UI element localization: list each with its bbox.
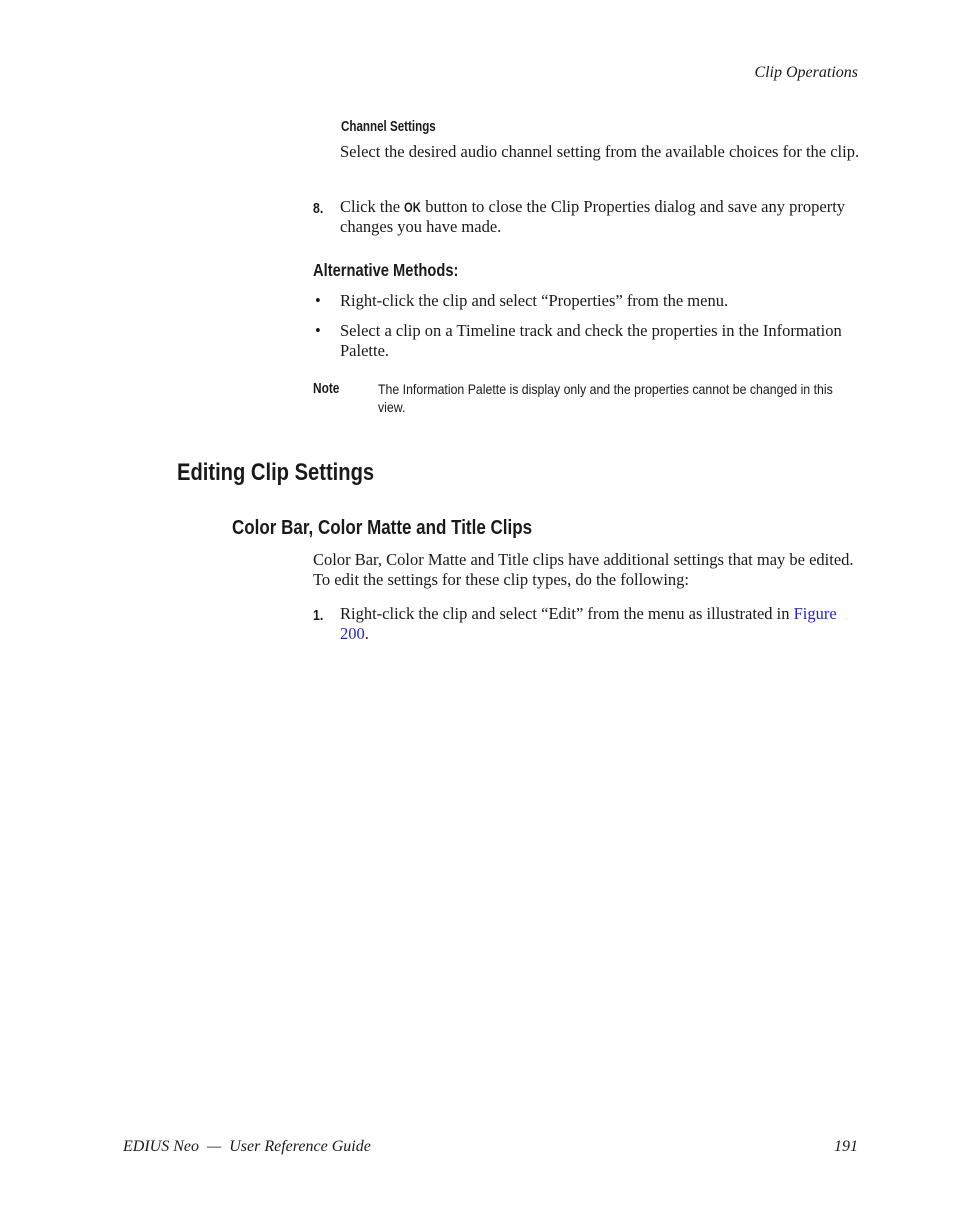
step-1: 1. Right-click the clip and select “Edit” from the menu as illustrated in Figure 200.	[313, 604, 837, 643]
bullet-item: • Select a clip on a Timeline track and check the properties in the Information Palette.	[315, 321, 842, 360]
bullet-icon: •	[315, 321, 321, 340]
alternative-methods-heading: Alternative Methods:	[313, 260, 459, 280]
footer-title: EDIUS Neo — User Reference Guide	[123, 1138, 371, 1155]
running-header: Clip Operations	[754, 64, 858, 81]
step-8: 8. Click the OK button to close the Clip Properties dialog and save any property changes you have made.	[313, 197, 846, 236]
note-label: Note	[313, 381, 340, 397]
channel-settings-body: Select the desired audio channel setting from the available choices for the clip.	[340, 142, 860, 161]
bullet-item: • Right-click the clip and select “Properties” from the menu.	[315, 291, 729, 310]
step-number: 1.	[313, 608, 324, 624]
channel-settings-heading: Channel Settings	[341, 119, 436, 135]
page-number: 191	[834, 1138, 858, 1155]
section-intro: Color Bar, Color Matte and Title clips have additional settings that may be edited. To edit the settings for these clip types, do the following:	[313, 550, 854, 589]
ok-button-name: OK	[404, 199, 421, 215]
figure-200-link[interactable]: Figure 200	[340, 604, 837, 643]
bullet-icon: •	[315, 291, 321, 310]
note-text: The Information Palette is display only and the properties cannot be changed in this view.	[378, 381, 833, 415]
section-title: Editing Clip Settings	[177, 459, 375, 486]
step-number: 8.	[313, 201, 324, 217]
subsection-title: Color Bar, Color Matte and Title Clips	[232, 517, 533, 539]
